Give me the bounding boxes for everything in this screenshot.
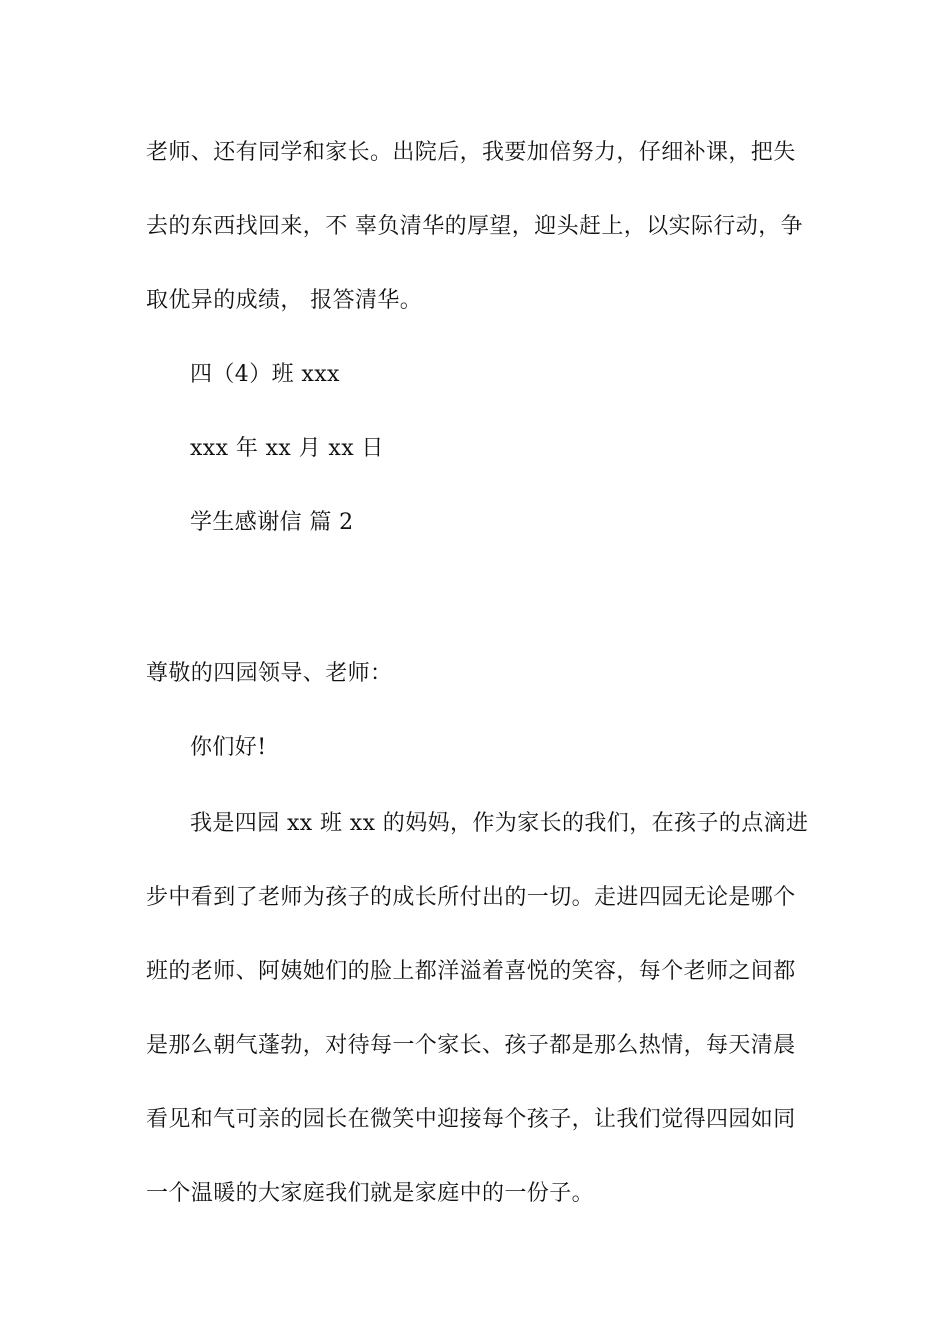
signature-class: 四（4）班 xxx	[190, 362, 340, 387]
letter-greeting: 你们好!	[190, 735, 267, 760]
letter-body-line: 班的老师、阿姨她们的脸上都洋溢着喜悦的笑容，每个老师之间都	[146, 959, 796, 984]
signature-date: xxx 年 xx 月 xx 日	[190, 436, 384, 461]
letter-body-line: 步中看到了老师为孩子的成长所付出的一切。走进四园无论是哪个	[146, 885, 796, 910]
letter-body-line: 是那么朝气蓬勃，对待每一个家长、孩子都是那么热情，每天清晨	[146, 1033, 796, 1058]
paragraph-line: 老师、还有同学和家长。出院后，我要加倍努力，仔细补课，把失	[146, 140, 796, 165]
section-title: 学生感谢信 篇 2	[190, 510, 354, 535]
letter-body-line: 我是四园 xx 班 xx 的妈妈，作为家长的我们，在孩子的点滴进	[190, 811, 809, 836]
letter-body-line: 一个温暖的大家庭我们就是家庭中的一份子。	[146, 1181, 595, 1206]
letter-salutation: 尊敬的四园领导、老师：	[146, 661, 393, 686]
letter-body-line: 看见和气可亲的园长在微笑中迎接每个孩子，让我们觉得四园如同	[146, 1107, 796, 1132]
paragraph-line: 取优异的成绩， 报答清华。	[146, 288, 423, 313]
paragraph-line: 去的东西找回来，不 辜负清华的厚望，迎头赶上，以实际行动，争	[146, 214, 803, 239]
